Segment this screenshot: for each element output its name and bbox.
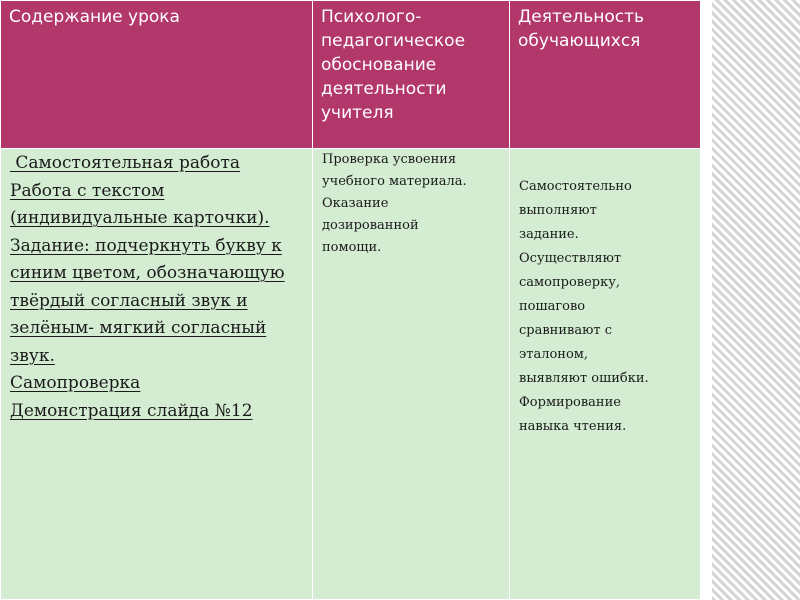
lesson-content-line: звук. — [10, 345, 55, 366]
header-line: Деятельность — [518, 7, 644, 27]
teacher-rationale-line: дозированной — [322, 218, 419, 233]
student-activity-line: сравнивают с — [519, 323, 612, 338]
teacher-rationale-line: учебного материала. — [322, 174, 467, 189]
student-activity-line: самопроверку, — [519, 275, 621, 290]
header-lesson-content — [1, 1, 313, 149]
header-line: педагогическое — [321, 31, 466, 51]
header-line: обучающихся — [518, 31, 641, 51]
lesson-content-line: (индивидуальные карточки). — [10, 208, 270, 228]
lesson-content-line: зелёным- мягкий согласный — [10, 318, 267, 338]
lesson-content-line: Задание: подчеркнуть букву к — [10, 235, 282, 256]
header-line: Психолого- — [321, 7, 422, 27]
teacher-rationale-line: Проверка усвоения — [322, 152, 457, 167]
student-activity-line: Осуществляют — [519, 251, 622, 266]
teacher-rationale-line: помощи. — [322, 240, 382, 255]
lesson-content-line: Работа с текстом — [10, 180, 165, 201]
student-activity-line: пошагово — [519, 299, 586, 314]
teacher-rationale-line: Оказание — [322, 196, 389, 211]
student-activity-cell — [510, 149, 701, 600]
student-activity-line: Формирование — [519, 395, 621, 410]
student-activity-line: эталоном, — [519, 347, 589, 362]
lesson-content-line: твёрдый согласный звук и — [10, 290, 248, 311]
table-row — [1, 149, 701, 600]
decorative-stripes — [712, 0, 800, 600]
header-row — [1, 1, 701, 149]
header-line: учителя — [321, 103, 394, 123]
student-activity-line: выполняют — [519, 203, 597, 218]
header-line: обоснование — [321, 55, 437, 75]
lesson-content-cell — [1, 149, 313, 600]
header-teacher-rationale — [313, 1, 510, 149]
student-activity-line: навыка чтения. — [519, 419, 627, 434]
student-activity-line: Самостоятельно — [519, 179, 632, 194]
student-activity-line: задание. — [519, 227, 579, 242]
lesson-content-line: Самопроверка — [10, 373, 141, 393]
header-student-activity — [510, 1, 701, 149]
header-line: Содержание урока — [9, 7, 180, 27]
header-line: деятельности — [321, 79, 447, 99]
lesson-content-line: синим цветом, обозначающую — [10, 263, 285, 283]
lesson-content-line: Самостоятельная работа — [10, 153, 241, 173]
lesson-content-line: Демонстрация слайда №12 — [10, 400, 253, 421]
teacher-rationale-cell — [313, 149, 510, 600]
student-activity-line: выявляют ошибки. — [519, 371, 649, 386]
